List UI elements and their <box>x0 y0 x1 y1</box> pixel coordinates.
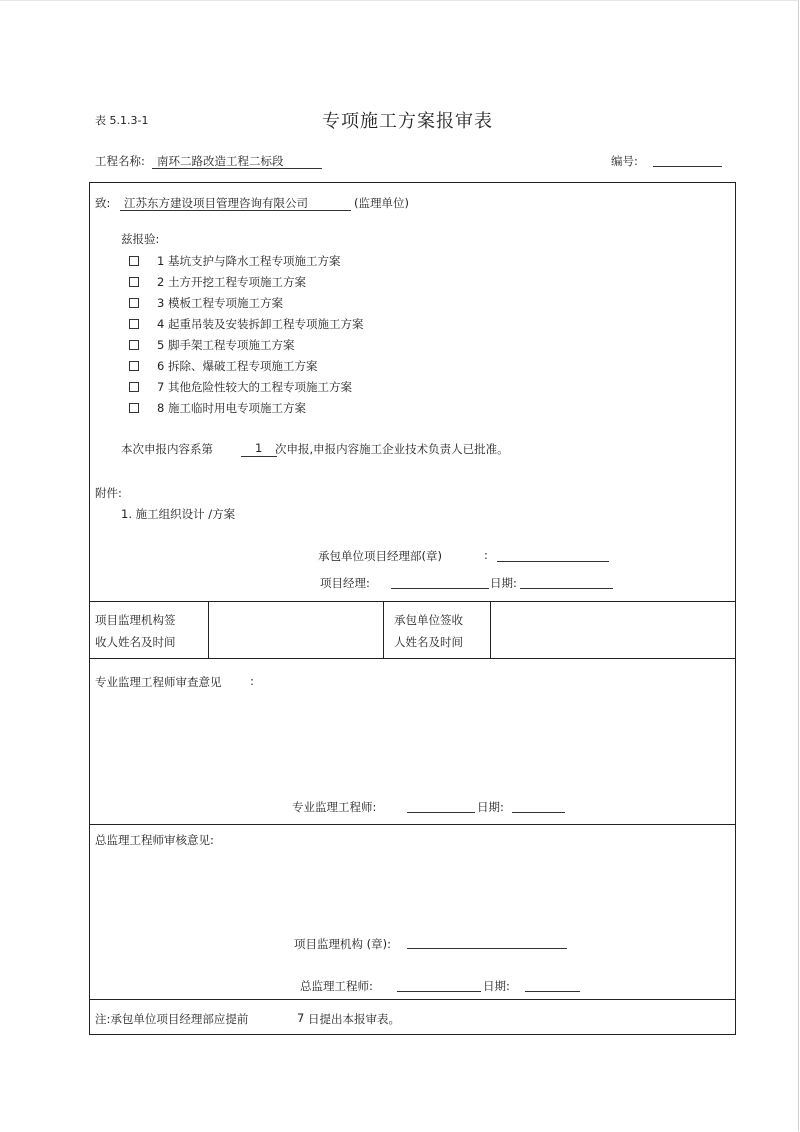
chief-sign-field[interactable] <box>397 991 481 992</box>
checkbox[interactable] <box>129 403 139 413</box>
manager-date-field[interactable] <box>520 588 613 589</box>
divider-col-1 <box>208 601 209 658</box>
supervisor-org-field[interactable] <box>407 948 567 949</box>
scheme-item[interactable] <box>129 358 317 374</box>
chief-date-field[interactable] <box>525 991 580 992</box>
checkbox[interactable] <box>129 361 139 371</box>
declaration-number-underline <box>241 456 277 457</box>
scheme-item[interactable] <box>129 295 283 311</box>
checkbox[interactable] <box>129 319 139 329</box>
specialist-review-field[interactable] <box>95 692 725 792</box>
submit-intro: 兹报验: <box>121 232 160 246</box>
chief-date-label: 日期: <box>483 979 510 993</box>
contractor-receipt-label-2: 人姓名及时间 <box>394 635 463 649</box>
code-field[interactable] <box>653 166 722 167</box>
supervisor-receipt-field[interactable] <box>210 603 381 656</box>
supervisor-company: 江苏东方建设项目管理咨询有限公司 <box>124 196 308 210</box>
scheme-item[interactable] <box>129 274 306 290</box>
scheme-item-label: 1 基坑支护与降水工程专项施工方案 <box>157 254 341 268</box>
manager-field[interactable] <box>391 588 489 589</box>
note-prefix: 注:承包单位项目经理部应提前 <box>95 1012 249 1026</box>
supervisor-org-label: 项目监理机构 (章): <box>294 937 392 951</box>
checkbox[interactable] <box>129 382 139 392</box>
scheme-item[interactable] <box>129 400 306 416</box>
checkbox[interactable] <box>129 256 139 266</box>
checkbox[interactable] <box>129 340 139 350</box>
project-name-label: 工程名称: <box>95 154 145 168</box>
attachment-label: 附件: <box>95 486 122 500</box>
scheme-item-label: 5 脚手架工程专项施工方案 <box>157 338 295 352</box>
checkbox[interactable] <box>129 277 139 287</box>
divider-chief-bottom <box>89 999 736 1000</box>
contractor-dept-colon: : <box>484 548 488 562</box>
chief-sign-label: 总监理工程师: <box>300 979 373 993</box>
form-number: 表 5.1.3-1 <box>95 114 149 127</box>
manager-date-label: 日期: <box>490 576 517 590</box>
specialist-sign-label: 专业监理工程师: <box>292 800 377 814</box>
project-name-underline <box>152 168 322 169</box>
scheme-item[interactable] <box>129 316 363 332</box>
chief-review-field[interactable] <box>95 850 725 930</box>
scheme-item-label: 3 模板工程专项施工方案 <box>157 296 283 310</box>
project-name-value: 南环二路改造工程二标段 <box>157 154 284 168</box>
contractor-receipt-label-1: 承包单位签收 <box>394 613 463 627</box>
specialist-date-field[interactable] <box>512 812 565 813</box>
code-label: 编号: <box>611 154 638 168</box>
to-label: 致: <box>95 196 111 210</box>
chief-review-label: 总监理工程师审核意见: <box>95 833 214 847</box>
scheme-item-label: 4 起重吊装及安装拆卸工程专项施工方案 <box>157 317 364 331</box>
supervisor-receipt-label-2: 收人姓名及时间 <box>95 635 176 649</box>
supervisor-company-underline <box>120 210 351 211</box>
divider-receipt-top <box>89 601 736 602</box>
scheme-item-label: 2 土方开挖工程专项施工方案 <box>157 275 306 289</box>
manager-label: 项目经理: <box>320 576 370 590</box>
specialist-date-label: 日期: <box>477 800 504 814</box>
specialist-review-colon: : <box>250 674 254 688</box>
divider-specialist-bottom <box>89 824 736 825</box>
contractor-receipt-field[interactable] <box>492 603 734 656</box>
scheme-item-label: 7 其他危险性较大的工程专项施工方案 <box>157 380 352 394</box>
declaration-prefix: 本次申报内容系第 <box>121 442 213 456</box>
contractor-dept-field[interactable] <box>497 561 609 562</box>
scheme-item-label: 6 拆除、爆破工程专项施工方案 <box>157 359 318 373</box>
divider-col-3 <box>490 601 491 658</box>
form-title: 专项施工方案报审表 <box>322 111 493 132</box>
scheme-item[interactable] <box>129 337 294 353</box>
scheme-item[interactable] <box>129 379 352 395</box>
note-days: 7 <box>297 1011 305 1025</box>
divider-col-2 <box>383 601 384 658</box>
checkbox[interactable] <box>129 298 139 308</box>
supervisor-receipt-label-1: 项目监理机构签 <box>95 613 176 627</box>
attachment-item: 1. 施工组织设计 /方案 <box>121 507 236 521</box>
declaration-number: 1 <box>255 441 263 455</box>
contractor-dept-label: 承包单位项目经理部(章) <box>318 549 442 563</box>
supervisor-role: (监理单位) <box>354 196 409 210</box>
specialist-sign-field[interactable] <box>407 812 475 813</box>
specialist-review-label: 专业监理工程师审查意见 <box>95 675 222 689</box>
scheme-item[interactable] <box>129 253 340 269</box>
divider-receipt-bottom <box>89 658 736 659</box>
note-suffix: 日提出本报审表。 <box>308 1012 400 1026</box>
declaration-suffix: 次申报,申报内容施工企业技术负责人已批准。 <box>275 442 509 456</box>
scheme-item-label: 8 施工临时用电专项施工方案 <box>157 401 306 415</box>
